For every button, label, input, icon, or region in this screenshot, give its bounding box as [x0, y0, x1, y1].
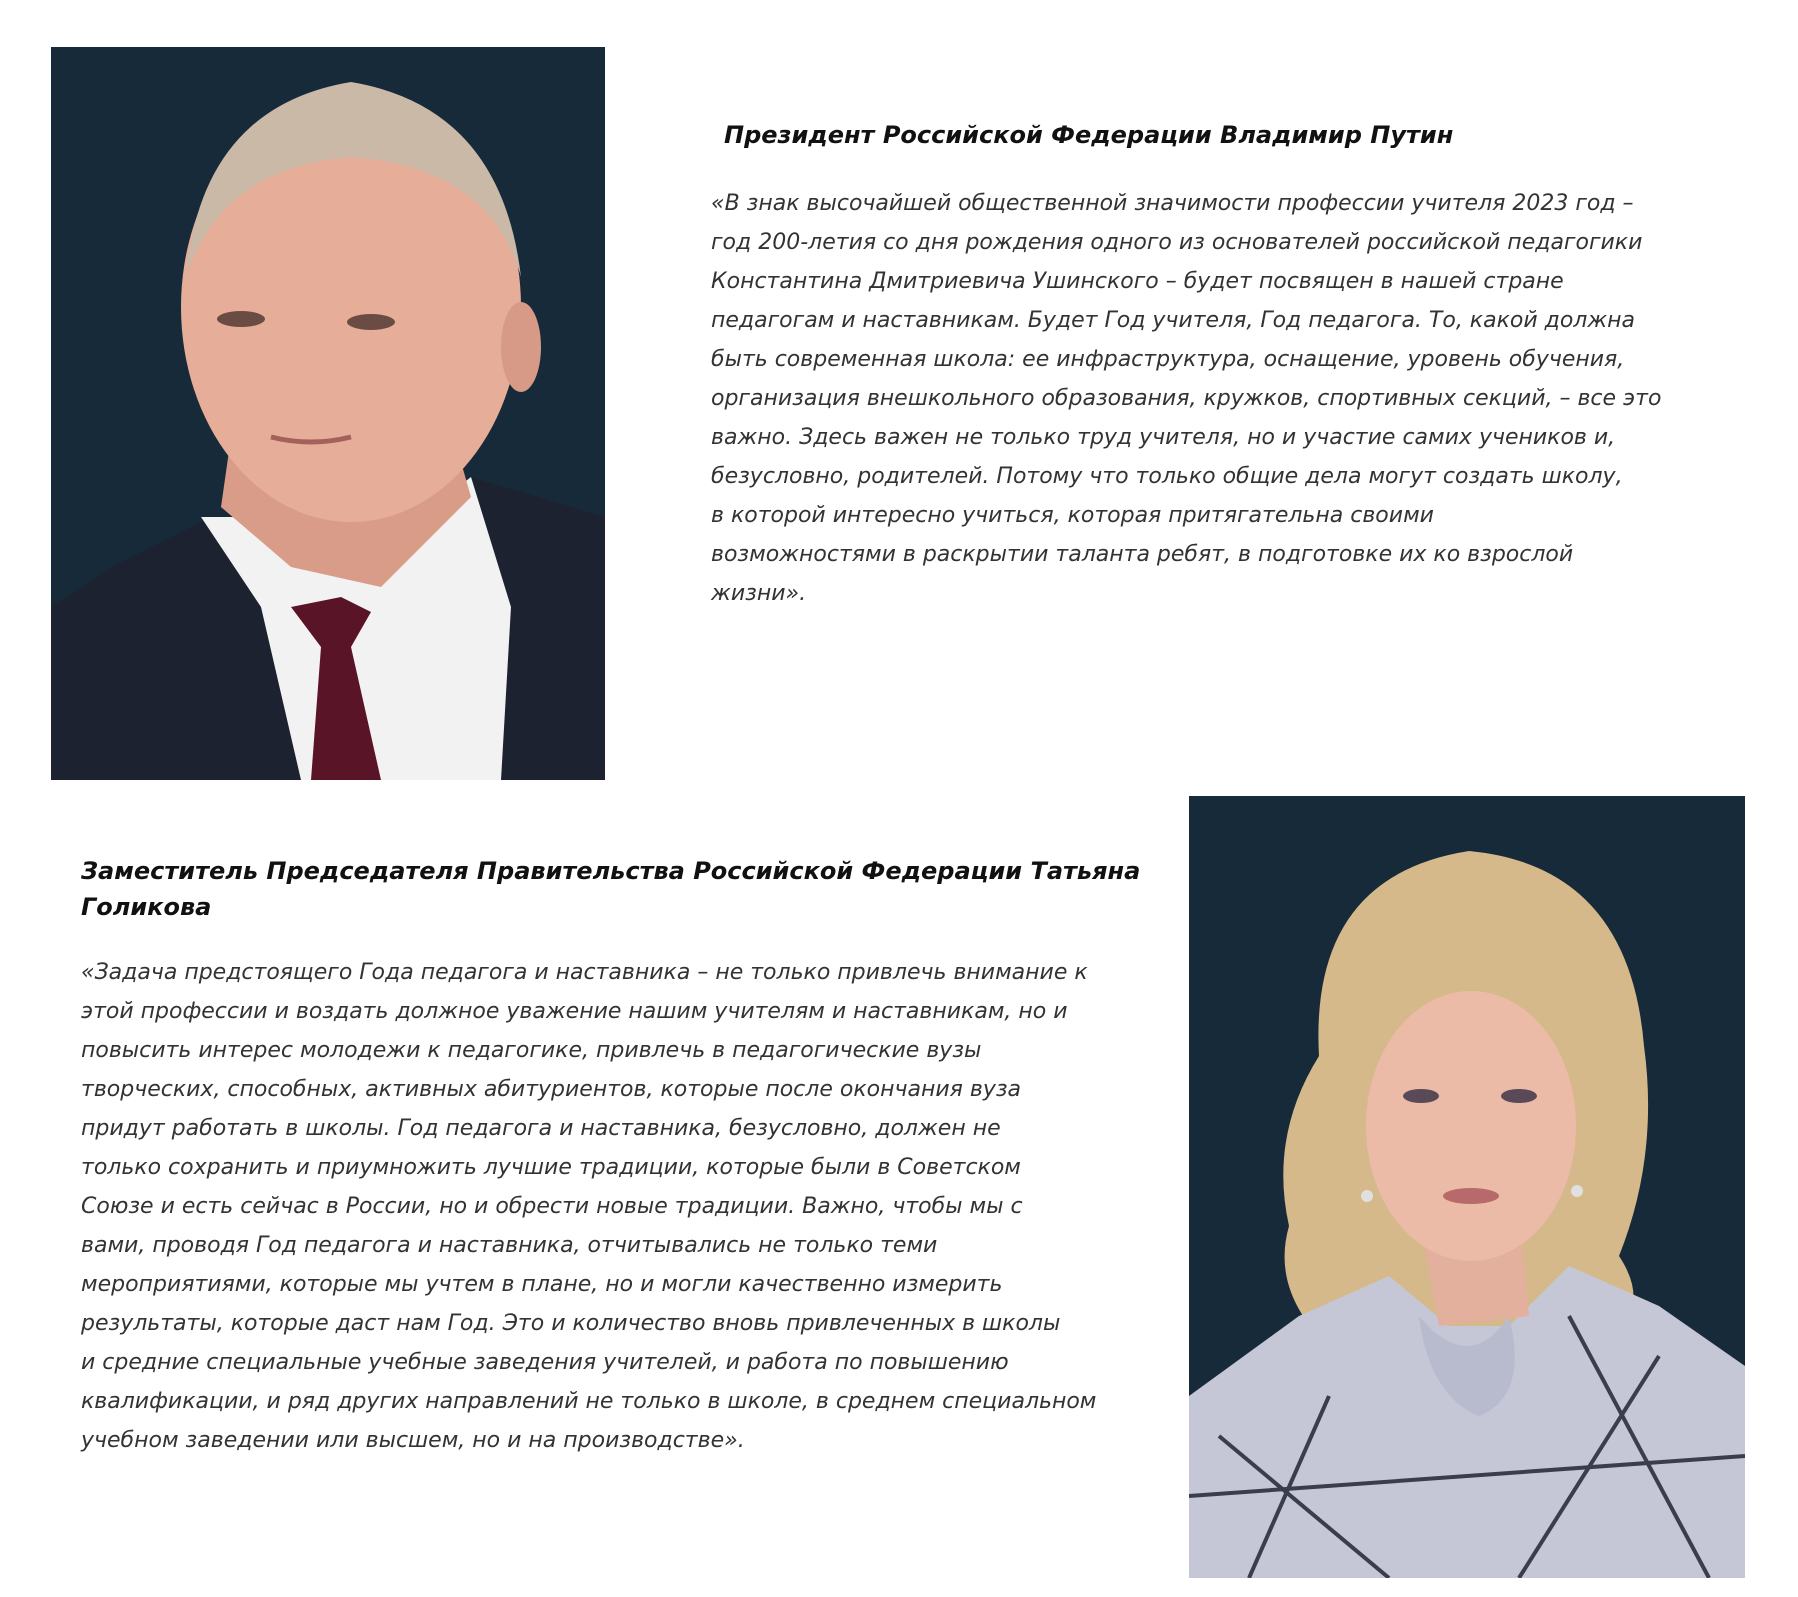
putin-portrait-illustration: [51, 47, 605, 780]
golikova-heading: Заместитель Председателя Правительства Российской Федерации Татьяна Голикова: [81, 857, 1141, 921]
putin-portrait-photo: [51, 47, 605, 780]
putin-quote: «В знак высочайшей общественной значимости профессии учителя 2023 год – год 200-летия со дня рождения одного из основателей российской педагогики Константина Дмитриевича Ушинского – будет посвящен в нашей стране педагогам и наставникам. Будет Год учителя, Год педагога. То, какой должна быть современная школа: ее инфраструктура, оснащение, уровень обучения, организация внешкольного образования, кружков, спортивных секций, – все это важно. Здесь важен не только труд учителя, но и участие самих учеников и, безусловно, родителей. Потому что только общие дела могут создать школу, в которой интересно учиться, которая притягательна своими возможностями в раскрытии таланта ребят, в подготовке их ко взрослой жизни».: [711, 191, 1662, 606]
golikova-quote: «Задача предстоящего Года педагога и наставника – не только привлечь внимание к этой профессии и воздать должное уважение нашим учителям и наставникам, но и повысить интерес молодежи к педагогике, привлечь в педагогические вузы творческих, способных, активных абитуриентов, которые после окончания вуза придут работать в школы. Год педагога и наставника, безусловно, должен не только сохранить и приумножить лучшие традиции, которые были в Советском Союзе и есть сейчас в России, но и обрести новые традиции. Важно, чтобы мы с вами, проводя Год педагога и наставника, отчитывались не только теми мероприятиями, которые мы учтем в плане, но и могли качественно измерить результаты, которые даст нам Год. Это и количество вновь привлеченных в школы и средние специальные учебные заведения учителей, и работа по повышению квалификации, и ряд других направлений не только в школе, в среднем специальном учебном заведении или высшем, но и на производстве».: [81, 960, 1097, 1453]
golikova-portrait-photo: [1189, 796, 1745, 1578]
golikova-portrait-illustration: [1189, 796, 1745, 1578]
putin-heading: Президент Российской Федерации Владимир Путин: [724, 121, 1454, 149]
